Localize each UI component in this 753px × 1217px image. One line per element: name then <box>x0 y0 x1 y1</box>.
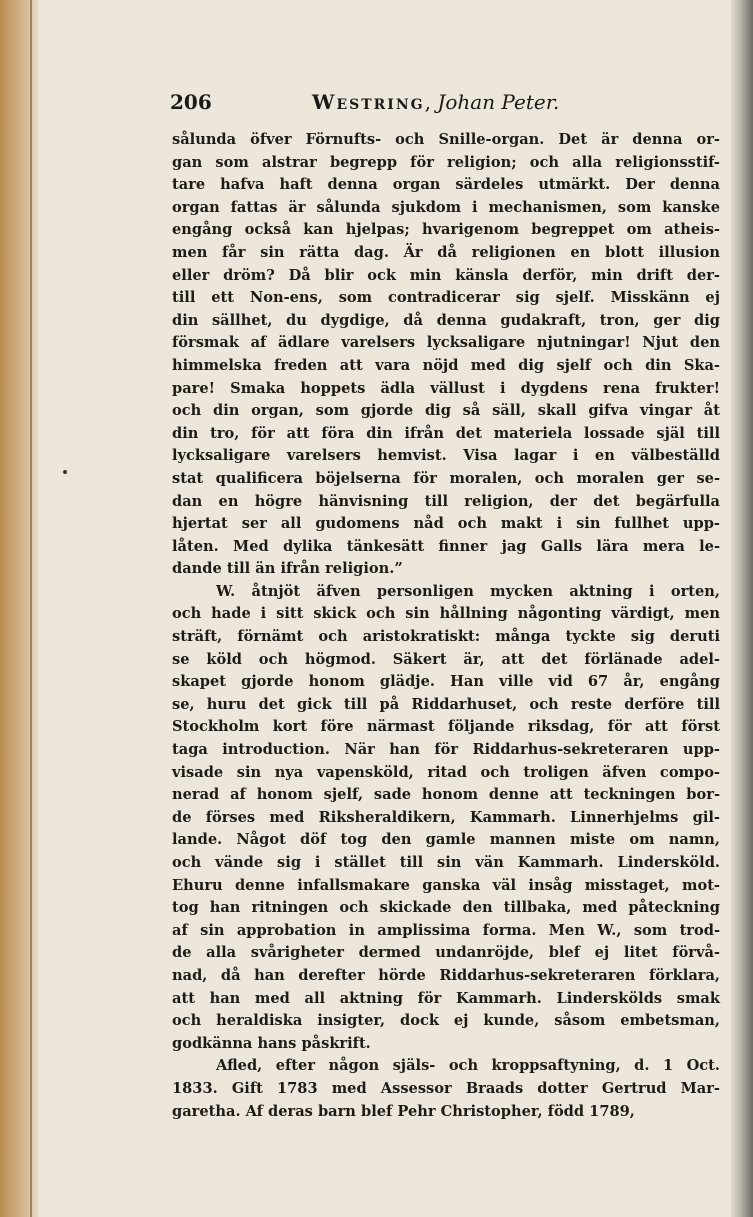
body-text <box>172 129 720 1123</box>
text-line: nerad af honom sjelf, sade honom denne att teckningen bor- <box>172 786 720 804</box>
text-line: nad, då han derefter hörde Riddarhus-sekreteraren förklara, <box>172 966 720 984</box>
text-line: dande till än ifrån religion.” <box>172 560 403 578</box>
header-given-names: Johan Peter. <box>437 90 560 114</box>
text-line: godkänna hans påskrift. <box>172 1034 371 1052</box>
text-line: dan en högre hänvisning till religion, der det begärfulla <box>172 492 720 510</box>
print-speck <box>63 470 67 474</box>
text-line: gan som alstrar begrepp för religion; och alla religionsstif- <box>172 153 720 171</box>
text-line: de förses med Riksheraldikern, Kammarh. Linnerhjelms gil- <box>172 808 720 826</box>
text-line: Stockholm kort före närmast följande riksdag, för att först <box>172 718 720 736</box>
text-line: lycksaligare varelsers hemvist. Visa lagar i en välbeställd <box>172 447 720 465</box>
text-line: tare hafva haft denna organ särdeles utmärkt. Der denna <box>172 176 720 194</box>
text-line: och din organ, som gjorde dig så säll, skall gifva vingar åt <box>172 402 720 420</box>
text-line: men får sin rätta dag. Är då religionen en blott illusion <box>172 243 720 261</box>
text-line: skapet gjorde honom glädje. Han ville vid 67 år, engång <box>172 673 720 691</box>
page-edge <box>731 0 753 1217</box>
text-line: Ehuru denne infallsmakare ganska väl insåg misstaget, mot- <box>172 876 720 894</box>
book-spine-gutter <box>0 0 38 1217</box>
text-line: och heraldiska insigter, dock ej kunde, såsom embetsman, <box>172 1012 720 1030</box>
text-line: stat qualificera böjelserna för moralen, och moralen ger se- <box>172 469 720 487</box>
text-line: garetha. Af deras barn blef Pehr Christopher, född 1789, <box>172 1102 635 1120</box>
text-line: taga introduction. När han för Riddarhus-sekreteraren upp- <box>172 741 720 759</box>
text-line: försmak af ädlare varelsers lycksaligare njutningar! Njut den <box>172 334 720 352</box>
text-line: Afled, efter någon själs- och kroppsaftyning, d. 1 Oct. <box>216 1057 720 1075</box>
running-title: Westring, Johan Peter. <box>312 90 560 114</box>
text-line: till ett Non-ens, som contradicerar sig sjelf. Misskänn ej <box>172 289 720 307</box>
header-surname: Westring <box>312 90 425 114</box>
text-line: och vände sig i stället till sin vän Kammarh. Lindersköld. <box>172 854 720 871</box>
page-number: 206 <box>170 90 212 114</box>
text-line: 1833. Gift 1783 med Assessor Braads dotter Gertrud Mar- <box>172 1079 720 1097</box>
text-line: sträft, förnämt och aristokratiskt: många tyckte sig deruti <box>172 628 720 646</box>
text-line: att han med all aktning för Kammarh. Linderskölds smak <box>172 989 720 1007</box>
running-header <box>170 90 600 120</box>
gutter-shadow <box>30 0 32 1217</box>
text-line: pare! Smaka hoppets ädla vällust i dygdens rena frukter! <box>172 379 720 397</box>
text-line: hjertat ser all gudomens nåd och makt i sin fullhet upp- <box>172 515 720 533</box>
text-line: lande. Något döf tog den gamle mannen miste om namn, <box>172 831 720 849</box>
text-line: engång också kan hjelpas; hvarigenom begreppet om atheis- <box>172 221 720 239</box>
text-line: låten. Med dylika tänkesätt finner jag Galls lära mera le- <box>172 537 720 555</box>
text-line: och hade i sitt skick och sin hållning någonting värdigt, men <box>172 605 720 623</box>
text-line: tog han ritningen och skickade den tillbaka, med påteckning <box>172 899 720 917</box>
text-line: din sällhet, du dygdige, då denna gudakraft, tron, ger dig <box>172 311 720 329</box>
text-line: se, huru det gick till på Riddarhuset, och reste derföre till <box>172 695 720 713</box>
text-line: W. åtnjöt äfven personligen mycken aktning i orten, <box>216 582 720 600</box>
text-line: eller dröm? Då blir ock min känsla derför, min drift der- <box>172 266 720 284</box>
text-line: af sin approbation in amplissima forma. Men W., som trod- <box>172 921 720 939</box>
text-line: himmelska freden att vara nöjd med dig sjelf och din Ska- <box>172 356 720 374</box>
text-line: visade sin nya vapensköld, ritad och troligen äfven compo- <box>172 763 720 781</box>
text-line: de alla svårigheter dermed undanröjde, blef ej litet förvå- <box>172 944 720 962</box>
text-line: din tro, för att föra din ifrån det materiela lossade själ till <box>172 424 720 442</box>
text-line: organ fattas är sålunda sjukdom i mechanismen, som kanske <box>172 198 720 216</box>
text-line: se köld och högmod. Säkert är, att det förlänade adel- <box>172 650 720 668</box>
text-line: sålunda öfver Förnufts- och Snille-organ. Det är denna or- <box>172 131 720 148</box>
